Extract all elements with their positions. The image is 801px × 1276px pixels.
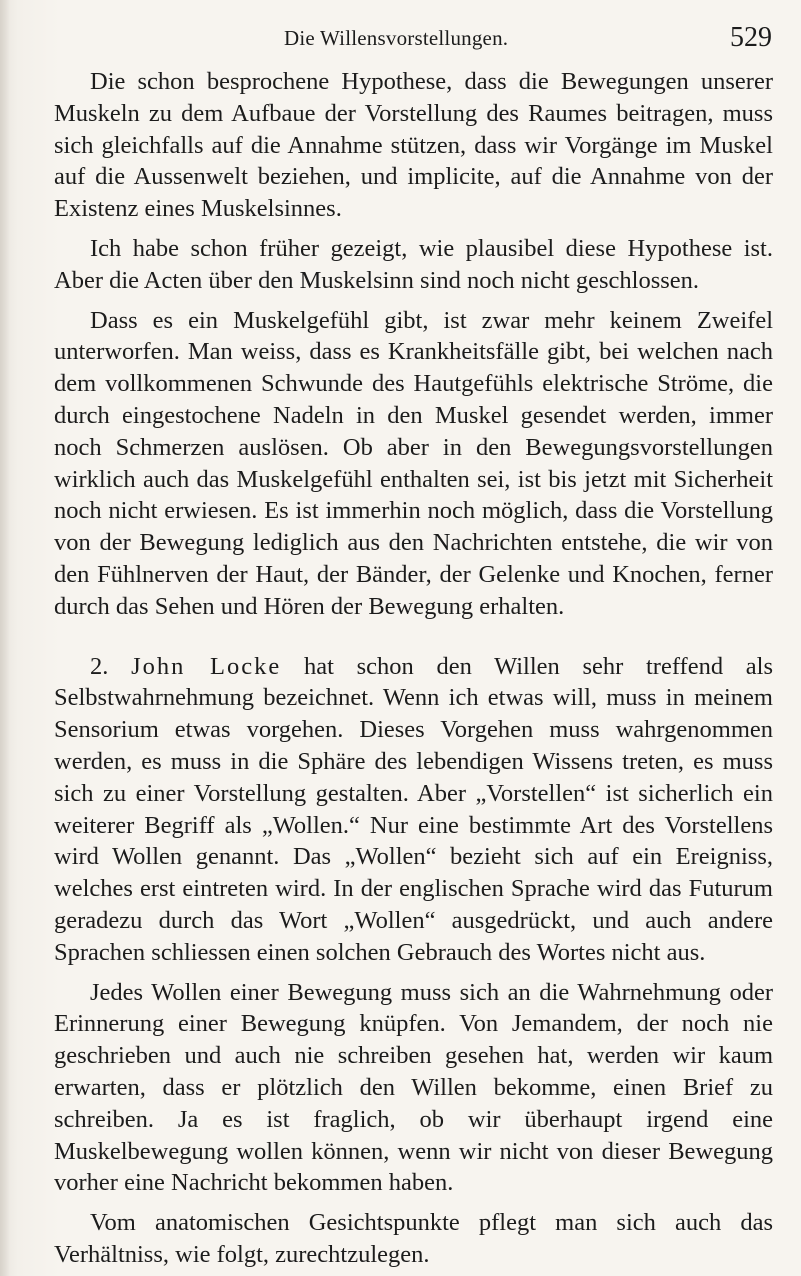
paragraph-acten-muskelsinn: Ich habe schon früher gezeigt, wie plausibel diese Hypothese ist. Aber die Acten über den Muskelsinn sind noch nicht geschlossen. <box>54 234 773 294</box>
paragraph-muskelsinn-hypothese: Die schon besprochene Hypothese, dass die Bewegungen unserer Muskeln zu dem Aufbaue der Vorstellung des Raumes beitragen, muss sich gleichfalls auf die Annahme stützen, dass wir Vorgänge im Muskel auf die Aussenwelt beziehen, und implicite, auf die Annahme von der Existenz eines Muskelsinnes. <box>54 68 773 223</box>
page-number: 529 <box>730 22 772 53</box>
paragraph-anatomischer-gesichtspunkt: Vom anatomischen Gesichtspunkte pflegt man sich auch das Verhältniss, wie folgt, zurechtzulegen. <box>54 1209 773 1268</box>
author-name: John Locke <box>131 652 282 680</box>
page-body <box>54 66 773 1271</box>
page-binding-shadow <box>0 0 10 1276</box>
paragraph-john-locke <box>54 651 773 969</box>
paragraph-wollen-bewegung: Jedes Wollen einer Bewegung muss sich an die Wahrnehmung oder Erinnerung einer Bewegung knüpfen. Von Jemandem, der noch nie geschrieben und auch nie schreiben gesehen hat, werden wir kaum erwarten, dass er plötzlich den Willen bekomme, einen Brief zu schreiben. Ja es ist fraglich, ob wir überhaupt irgend eine Muskelbewegung wollen können, wenn wir nicht von dieser Bewegung vorher eine Nachricht bekommen haben. <box>54 978 773 1197</box>
paragraph-john-locke-text: hat schon den Willen sehr treffend als Selbstwahrnehmung bezeichnet. Wenn ich etwas will, muss in meinem Sensorium etwas vorgehen. Dieses Vorgehen muss wahrgenommen werden, es muss in die Sphäre des lebendigen Wissens treten, es muss sich zu einer Vorstellung gestalten. Aber „Vorstellen“ ist sicherlich ein weiterer Begriff als „Wollen.“ Nur eine bestimmte Art des Vorstellens wird Wollen genannt. Das „Wollen“ bezieht sich auf ein Ereigniss, welches erst eintreten wird. In der englischen Sprache wird das Futurum geradezu durch das Wort „Wollen“ ausgedrückt, und auch andere Sprachen schliessen einen solchen Gebrauch des Wortes nicht aus. <box>54 652 773 966</box>
paragraph-muskelgefuehl: Dass es ein Muskelgefühl gibt, ist zwar mehr keinem Zweifel unterworfen. Man weiss, dass es Krankheitsfälle gibt, bei welchen nach dem vollkommenen Schwunde des Hautgefühls elektrische Ströme, die durch eingestochene Nadeln in den Muskel gesendet werden, immer noch Schmerzen auslösen. Ob aber in den Bewegungsvorstellungen wirklich auch das Muskelgefühl enthalten sei, ist bis jetzt mit Sicherheit noch nicht erwiesen. Es ist immerhin noch möglich, dass die Vorstellung von der Bewegung lediglich aus den Nachrichten entstehe, die wir von den Fühlnerven der Haut, der Bänder, der Gelenke und Knochen, ferner durch das Sehen und Hören der Bewegung erhalten. <box>54 306 773 620</box>
section-number: 2. <box>90 652 132 680</box>
running-title: Die Willensvorstellungen. <box>284 26 509 50</box>
page-header <box>96 18 772 52</box>
